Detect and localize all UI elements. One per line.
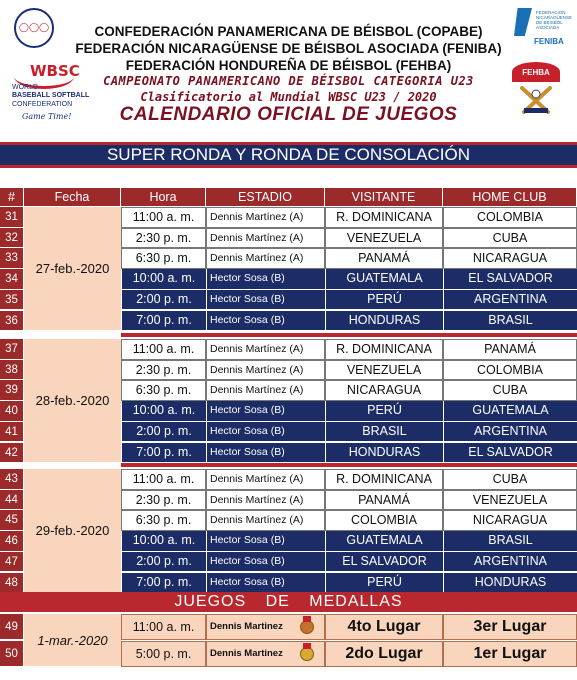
medal-game-estadio: Dennis Martinez xyxy=(206,641,325,667)
game-home: COLOMBIA xyxy=(443,207,577,228)
game-hora: 10:00 a. m. xyxy=(121,531,206,552)
game-estadio: Dennis Martínez (A) xyxy=(206,490,325,511)
medal-ribbon-icon xyxy=(303,643,311,649)
column-header-estadio: ESTADIO xyxy=(206,188,325,206)
game-home: EL SALVADOR xyxy=(443,443,577,464)
copabe-logo-icon: ◯◯◯ xyxy=(14,8,54,48)
game-estadio: Dennis Martínez (A) xyxy=(206,339,325,360)
game-home: GUATEMALA xyxy=(443,401,577,422)
game-estadio: Dennis Martínez (A) xyxy=(206,248,325,269)
game-number: 35 xyxy=(0,290,24,311)
medal-game-hora: 5:00 p. m. xyxy=(121,641,206,667)
medal-game-visitante: 2do Lugar xyxy=(325,641,443,667)
game-estadio: Hector Sosa (B) xyxy=(206,269,325,290)
wbsc-tagline: Game Time! xyxy=(22,112,72,121)
header xyxy=(0,0,577,142)
title-fehba: FEDERACIÓN HONDUREÑA DE BÉISBOL (FEHBA) xyxy=(125,58,452,73)
game-visitante: GUATEMALA xyxy=(325,531,443,552)
bronze-medal-icon xyxy=(300,620,314,634)
game-hora: 10:00 a. m. xyxy=(121,401,206,422)
wbsc-abbr: WBSC xyxy=(30,62,80,80)
game-home: HONDURAS xyxy=(443,573,577,594)
medal-ribbon-icon xyxy=(303,616,311,622)
game-home: ARGENTINA xyxy=(443,290,577,311)
game-home: EL SALVADOR xyxy=(443,269,577,290)
game-hora: 11:00 a. m. xyxy=(121,469,206,490)
date-cell: 28-feb.-2020 xyxy=(24,339,121,463)
medal-game-visitante: 4to Lugar xyxy=(325,614,443,640)
game-estadio: Dennis Martínez (A) xyxy=(206,380,325,401)
game-estadio: Hector Sosa (B) xyxy=(206,422,325,443)
game-visitante: R. DOMINICANA xyxy=(325,339,443,360)
group-separator xyxy=(121,333,577,337)
section-banner: SUPER RONDA Y RONDA DE CONSOLACIÓN xyxy=(0,142,577,168)
game-visitante: VENEZUELA xyxy=(325,360,443,381)
date-cell: 27-feb.-2020 xyxy=(24,207,121,331)
game-visitante: PANAMÁ xyxy=(325,248,443,269)
game-visitante: HONDURAS xyxy=(325,443,443,464)
page-title: CALENDARIO OFICIAL DE JUEGOS xyxy=(119,104,458,125)
column-header-num: # xyxy=(0,188,24,206)
feniba-small-text: FEDERACION NICARAGÜENSE DE BEISBOL ASOCIADA xyxy=(536,10,573,30)
championship-title: CAMPEONATO PANAMERICANO DE BÉISBOL CATEGORIA U23 xyxy=(103,74,474,88)
game-number: 40 xyxy=(0,401,24,422)
game-estadio: Dennis Martínez (A) xyxy=(206,360,325,381)
game-home: ARGENTINA xyxy=(443,552,577,573)
game-visitante: VENEZUELA xyxy=(325,228,443,249)
game-number: 41 xyxy=(0,422,24,443)
game-number: 38 xyxy=(0,360,24,381)
wbsc-line-3: CONFEDERATION xyxy=(12,101,73,108)
game-hora: 2:30 p. m. xyxy=(121,490,206,511)
game-number: 42 xyxy=(0,443,24,464)
game-hora: 7:00 p. m. xyxy=(121,311,206,332)
game-visitante: PANAMÁ xyxy=(325,490,443,511)
game-visitante: COLOMBIA xyxy=(325,510,443,531)
game-number: 44 xyxy=(0,490,24,511)
game-home: NICARAGUA xyxy=(443,510,577,531)
game-hora: 11:00 a. m. xyxy=(121,339,206,360)
game-estadio: Hector Sosa (B) xyxy=(206,531,325,552)
wbsc-line-1: WORLD xyxy=(12,84,39,91)
game-hora: 7:00 p. m. xyxy=(121,573,206,594)
footer-space xyxy=(0,668,577,680)
game-number: 48 xyxy=(0,573,24,594)
game-home: NICARAGUA xyxy=(443,248,577,269)
game-number: 45 xyxy=(0,510,24,531)
game-visitante: R. DOMINICANA xyxy=(325,469,443,490)
game-home: BRASIL xyxy=(443,311,577,332)
date-cell: 29-feb.-2020 xyxy=(24,469,121,593)
game-estadio: Hector Sosa (B) xyxy=(206,443,325,464)
game-number: 31 xyxy=(0,207,24,228)
game-estadio: Dennis Martínez (A) xyxy=(206,469,325,490)
game-estadio: Hector Sosa (B) xyxy=(206,311,325,332)
game-hora: 6:30 p. m. xyxy=(121,380,206,401)
title-feniba: FEDERACIÓN NICARAGÜENSE DE BÉISBOL ASOCIADA (FENIBA) xyxy=(75,41,502,56)
game-estadio: Hector Sosa (B) xyxy=(206,401,325,422)
game-home: PANAMÁ xyxy=(443,339,577,360)
game-estadio: Dennis Martínez (A) xyxy=(206,207,325,228)
medal-date-cell: 1-mar.-2020 xyxy=(24,614,121,667)
game-number: 33 xyxy=(0,248,24,269)
game-hora: 6:30 p. m. xyxy=(121,248,206,269)
game-number: 32 xyxy=(0,228,24,249)
game-hora: 2:30 p. m. xyxy=(121,228,206,249)
game-number: 47 xyxy=(0,552,24,573)
game-number: 43 xyxy=(0,469,24,490)
game-hora: 11:00 a. m. xyxy=(121,207,206,228)
game-estadio: Dennis Martínez (A) xyxy=(206,510,325,531)
fehba-name: FEHBA xyxy=(512,62,560,82)
game-home: VENEZUELA xyxy=(443,490,577,511)
game-number: 39 xyxy=(0,380,24,401)
game-hora: 6:30 p. m. xyxy=(121,510,206,531)
game-visitante: HONDURAS xyxy=(325,311,443,332)
game-home: CUBA xyxy=(443,380,577,401)
medals-banner: JUEGOS DE MEDALLAS xyxy=(0,592,577,612)
game-hora: 10:00 a. m. xyxy=(121,269,206,290)
game-hora: 2:00 p. m. xyxy=(121,552,206,573)
column-header-visitante: VISITANTE xyxy=(325,188,443,206)
game-number: 37 xyxy=(0,339,24,360)
game-visitante: BRASIL xyxy=(325,422,443,443)
group-separator xyxy=(121,463,577,467)
column-header-fecha: Fecha xyxy=(24,188,121,206)
qualifier-subtitle: Clasificatorio al Mundial WBSC U23 / 2020 xyxy=(140,90,437,104)
game-home: ARGENTINA xyxy=(443,422,577,443)
game-visitante: R. DOMINICANA xyxy=(325,207,443,228)
game-home: CUBA xyxy=(443,469,577,490)
game-home: COLOMBIA xyxy=(443,360,577,381)
game-hora: 2:00 p. m. xyxy=(121,422,206,443)
game-visitante: GUATEMALA xyxy=(325,269,443,290)
medal-game-number: 49 xyxy=(0,614,24,640)
medal-game-number: 50 xyxy=(0,641,24,667)
feniba-name: FENIBA xyxy=(534,37,564,46)
gold-medal-icon xyxy=(300,647,314,661)
game-estadio: Dennis Martínez (A) xyxy=(206,228,325,249)
game-hora: 7:00 p. m. xyxy=(121,443,206,464)
game-hora: 2:30 p. m. xyxy=(121,360,206,381)
column-header-home-club: HOME CLUB xyxy=(443,188,577,206)
game-visitante: NICARAGUA xyxy=(325,380,443,401)
wbsc-line-2: BASEBALL SOFTBALL xyxy=(12,92,90,99)
game-number: 46 xyxy=(0,531,24,552)
medal-game-estadio: Dennis Martinez xyxy=(206,614,325,640)
game-number: 34 xyxy=(0,269,24,290)
medal-game-home: 3er Lugar xyxy=(443,614,577,640)
game-home: BRASIL xyxy=(443,531,577,552)
game-visitante: EL SALVADOR xyxy=(325,552,443,573)
medal-game-hora: 11:00 a. m. xyxy=(121,614,206,640)
game-estadio: Hector Sosa (B) xyxy=(206,290,325,311)
title-copabe: CONFEDERACIÓN PANAMERICANA DE BÉISBOL (COPABE) xyxy=(94,24,483,39)
game-number: 36 xyxy=(0,311,24,332)
game-visitante: PERÚ xyxy=(325,401,443,422)
medal-game-home: 1er Lugar xyxy=(443,641,577,667)
game-hora: 2:00 p. m. xyxy=(121,290,206,311)
game-home: CUBA xyxy=(443,228,577,249)
game-visitante: PERÚ xyxy=(325,290,443,311)
game-estadio: Hector Sosa (B) xyxy=(206,573,325,594)
column-header-hora: Hora xyxy=(121,188,206,206)
game-visitante: PERÚ xyxy=(325,573,443,594)
game-estadio: Hector Sosa (B) xyxy=(206,552,325,573)
